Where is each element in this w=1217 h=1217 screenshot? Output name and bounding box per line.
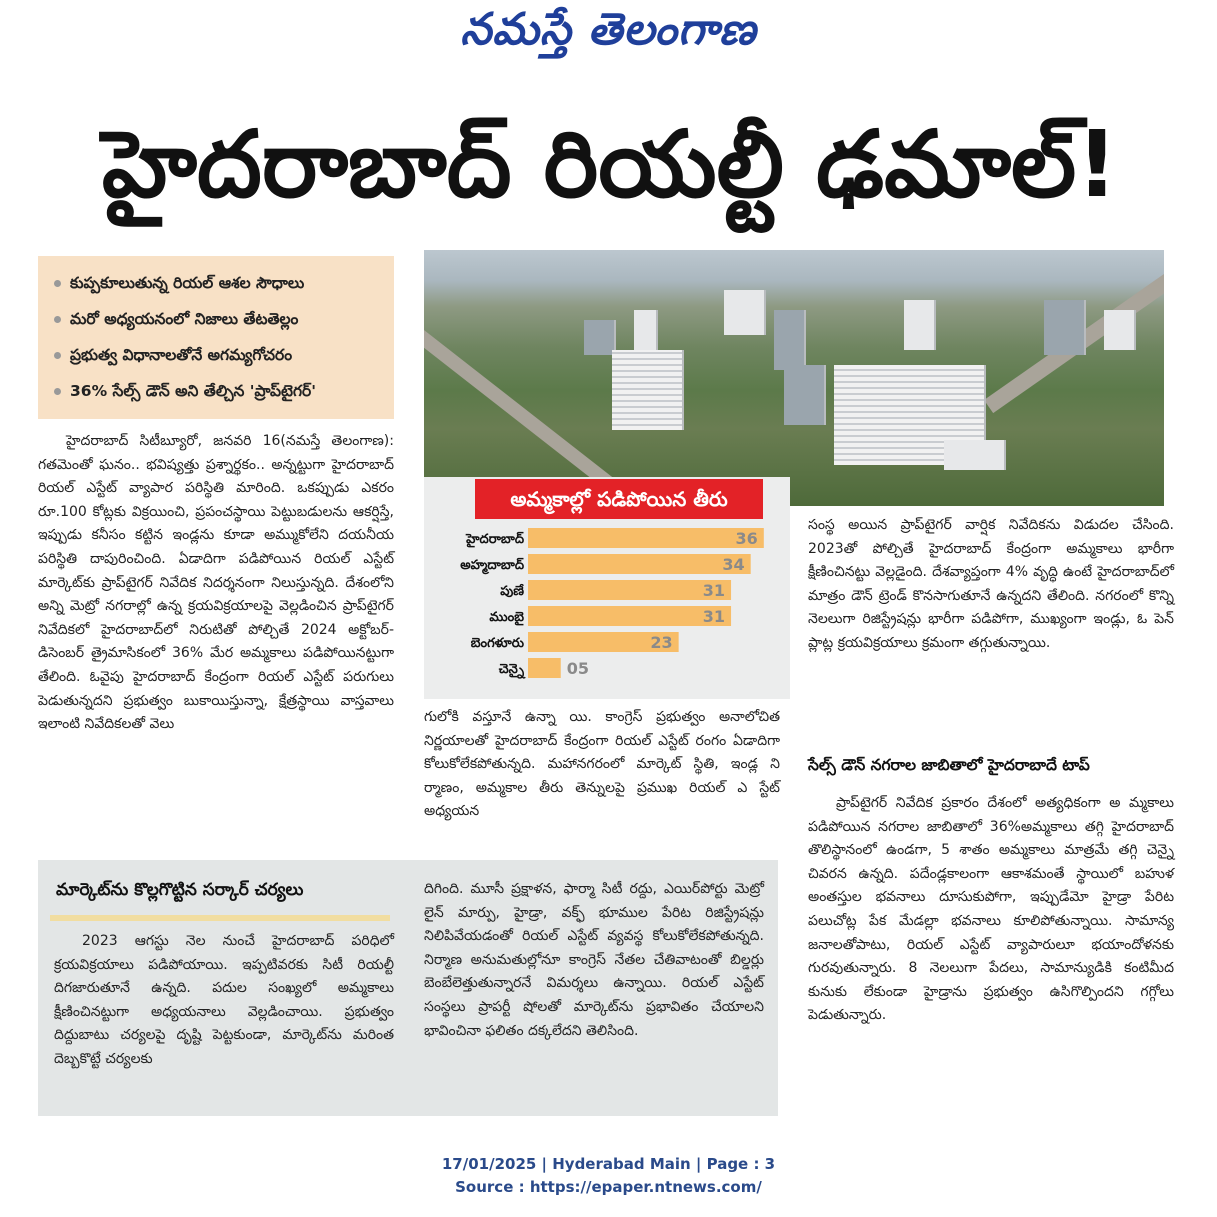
highlights-box [38, 256, 394, 419]
building [1044, 300, 1086, 355]
highlight-item [54, 374, 386, 410]
article-paragraph: గులోకి వస్తూనే ఉన్నా యి. కాంగ్రెస్ ప్రభుత్వం అనాలోచిత నిర్ణయాలతో హైదరాబాద్ కేంద్రంగా రియల్ ఎస్టేట్ రంగం ఏడాదిగా కోలుకోలేకపోతున్నది. మహానగరంలో మార్కెట్ స్థితి, ఇండ్ల ని ర్మాణం, అమ్మకాల తీరు తెన్నులపై ప్రముఖ రియల్ ఎ స్టేట్ అధ్యయన [424, 709, 780, 820]
article-paragraph: 2023 ఆగస్టు నెల నుంచే హైదరాబాద్ పరిధిలో క్రయవిక్రయాలు పడిపోయాయి. ఇప్పటివరకు సిటీ రియల్టీ దిగజారుతూనే ఉన్నది. పదుల సంఖ్యలో అమ్మకాలు క్షీణించినట్టుగా అధ్యయనాలు వెల్లడించాయి. ప్రభుత్వం దిద్దుబాటు చర్యలపై దృష్టి పెట్టకుండా, మార్కెట్‌ను మరింత దెబ్బకొట్టే చర్యలకు [54, 933, 394, 1067]
chart-category-label: చెన్నై [498, 662, 524, 677]
building [944, 440, 1006, 470]
chart-title: అమ్మకాల్లో పడిపోయిన తీరు [475, 479, 763, 519]
highlight-text: మరో అధ్యయనంలో నిజాలు తేటతెల్లం [70, 310, 299, 328]
page-footer-source: Source : https://epaper.ntnews.com/ [455, 1178, 762, 1196]
chart-value-label: 31 [702, 581, 726, 600]
chart-bar [528, 528, 764, 548]
building [904, 300, 936, 350]
bullet-icon [54, 352, 61, 359]
article-paragraph: సంస్థ అయిన ప్రాప్‌టైగర్ వార్షిక నివేదికను విడుదల చేసింది. 2023తో పోల్చితే హైదరాబాద్ కేంద్రంగా అమ్మకాలు భారీగా క్షీణించినట్టు వెల్లడైంది. దేశవ్యాప్తంగా 4% వృద్ధి ఉంటే హైదరాబాద్‌లో మాత్రం డౌన్ ట్రెండ్ కొనసాగుతూనే ఉన్నదని తేలింది. నగరంలో కొన్ని నెలలుగా రిజిస్ట్రేషన్లు భారీగా పడిపోగా, ముఖ్యంగా ఇండ్లు, ఓ పెన్ ప్లాట్ల క్రయవిక్రయాలు క్రమంగా తగ్గుతున్నాయి. [808, 517, 1174, 651]
chart-category-label: అహ్మదాబాద్ [460, 558, 524, 573]
chart-value-label: 34 [722, 555, 745, 574]
chart-value-label: 23 [650, 633, 673, 652]
bullet-icon [54, 280, 61, 287]
article-paragraph: హైదరాబాద్ సిటీబ్యూరో, జనవరి 16(నమస్తే తెలంగాణ): గతమెంతో ఘనం.. భవిష్యత్తు ప్రశ్నార్థకం.. అన్నట్టుగా హైదరాబాద్ రియల్ ఎస్టేట్ వ్యాపార పరిస్థితి మారింది. ఒకప్పుడు ఎకరం రూ.100 కోట్లకు విక్రయించి, ప్రపంచస్థాయి పెట్టుబడులను ఆకర్షిస్తే, ఇప్పుడు కనీసం కట్టిన ఇండ్లను కూడా అమ్ముకోలేని దయనీయ పరిస్థితి దాపురించింది. ఏడాదిగా పడిపోయిన రియల్ ఎస్టేట్ మార్కెట్‌కు ప్రాప్‌టైగర్ నివేదిక నిదర్శనంగా నిలుస్తున్నది. దేశంలోని అన్ని మెట్రో నగరాల్లో ఉన్న క్రయవిక్రయాలపై వెల్లడించిన ప్రాప్‌టైగర్ నివేదికలో హైదరాబాద్‌లో నిరుటితో పోల్చితే 2024 అక్టోబర్-డిసెంబర్ త్రైమాసికంలో 36% మేర అమ్మకాలు పడిపోయినట్టుగా తేలింది. ఓవైపు హైదరాబాద్ కేంద్రంగా రియల్ ఎస్టేట్ పరుగులు పెడుతున్నదని ప్రభుత్వం బుకాయిస్తున్నా, క్షేత్రస్థాయి వాస్తవాలు ఇలాంటి నివేదికలతో వెలు [38, 433, 394, 733]
article-column-3 [808, 514, 1174, 656]
subheading-underline [50, 915, 390, 921]
article-paragraph: దిగింది. మూసీ ప్రక్షాళన, ఫార్మా సిటీ రద్దు, ఎయిర్‌పోర్టు మెట్రో లైన్ మార్పు, హైడ్రా, వక్ఫ్ భూముల పేరిట రిజిస్ట్రేషన్లు నిలిపివేయడంతో రియల్ ఎస్టేట్ వ్యవస్థ కోలుకోలేకపోతున్నది. నిర్మాణ అనుమతుల్లోనూ కాంగ్రెస్ నేతల చేతివాటంతో బిల్డర్లు బెంబేలెత్తుతున్నారనే విమర్శలు ఉన్నాయి. రియల్ ఎస్టేట్ సంస్థలు ప్రాపర్టీ షోలతో మార్కెట్‌ను ప్రభావితం చేయాలని భావించినా ఫలితం దక్కలేదని తెలిసింది. [424, 881, 764, 1039]
box-column-1 [54, 930, 394, 1072]
page-headline: హైదరాబాద్ రియల్టీ ఢమాల్! [101, 111, 1119, 218]
building [774, 310, 806, 370]
chart-bar [528, 658, 561, 678]
highlight-item [54, 338, 386, 374]
highlight-text: కుప్పకూలుతున్న రియల్ ఆశల సౌధాలు [70, 274, 305, 292]
chart-value-label: 31 [702, 607, 726, 626]
chart-category-label: ముంబై [489, 610, 524, 625]
chart-category-label: పుణే [500, 584, 524, 599]
aerial-city-photo [424, 250, 1164, 506]
sales-decline-bar-chart [424, 520, 790, 692]
section-subheading: సేల్స్ డౌన్ నగరాల జాబితాలో హైదరాబాదే టాప్ [808, 756, 1090, 774]
building [634, 310, 658, 350]
bullet-icon [54, 388, 61, 395]
highlight-item [54, 302, 386, 338]
building [784, 365, 826, 425]
box-column-2 [424, 878, 764, 1043]
newspaper-masthead: నమస్తే తెలంగాణ [460, 4, 757, 55]
highlight-text: 36% సేల్స్ డౌన్ అని తేల్చిన 'ప్రాప్‌టైగర్' [70, 382, 316, 400]
building [724, 290, 766, 335]
building [1104, 310, 1136, 350]
chart-value-label: 05 [566, 659, 590, 678]
highlight-item [54, 266, 386, 302]
chart-bar [528, 580, 731, 600]
article-column-3-continued [808, 792, 1174, 1028]
chart-value-label: 36 [735, 529, 758, 548]
article-column-2 [424, 706, 780, 824]
highlight-text: ప్రభుత్వ విధానాలతోనే అగమ్యగోచరం [70, 346, 293, 364]
chart-category-label: బెంగళూరు [470, 636, 524, 651]
chart-bar [528, 606, 731, 626]
page-footer-date: 17/01/2025 | Hyderabad Main | Page : 3 [441, 1155, 776, 1173]
bullet-icon [54, 316, 61, 323]
building [612, 350, 684, 430]
section-subheading: మార్కెట్‌ను కొల్లగొట్టిన సర్కార్ చర్యలు [56, 880, 304, 900]
article-column-1 [38, 430, 394, 737]
chart-bar [528, 554, 751, 574]
chart-category-label: హైదరాబాద్ [466, 532, 524, 547]
article-paragraph: ప్రాప్‌టైగర్ నివేదిక ప్రకారం దేశంలో అత్యధికంగా అ మ్మకాలు పడిపోయిన నగరాల జాబితాలో 36%అమ్మకాలు తగ్గి హైదరాబాద్ తొలిస్థానంలో ఉండగా, 5 శాతం అమ్మకాలు మాత్రమే తగ్గి చెన్నై చివరన ఉన్నది. పదేండ్లకాలంగా ఆకాశమంతే స్థాయిలో బహుళ అంతస్తుల భవనాలు దూసుకుపోగా, ఇప్పుడేమో హైడ్రా పేరిట పలుచోట్ల పేక మేడల్లా భవనాలు కూలిపోతున్నాయి. సామాన్య జనాలతోపాటు, రియల్ ఎస్టేట్ వ్యాపారులూ భయాందోళనకు గురవుతున్నారు. 8 నెలలుగా పేదలు, సామాన్యుడికి కంటిమీద కునుకు లేకుండా హైడ్రాను ప్రభుత్వం ఉసిగొల్పిందని గగ్గోలు పెడుతున్నారు. [808, 795, 1174, 1024]
